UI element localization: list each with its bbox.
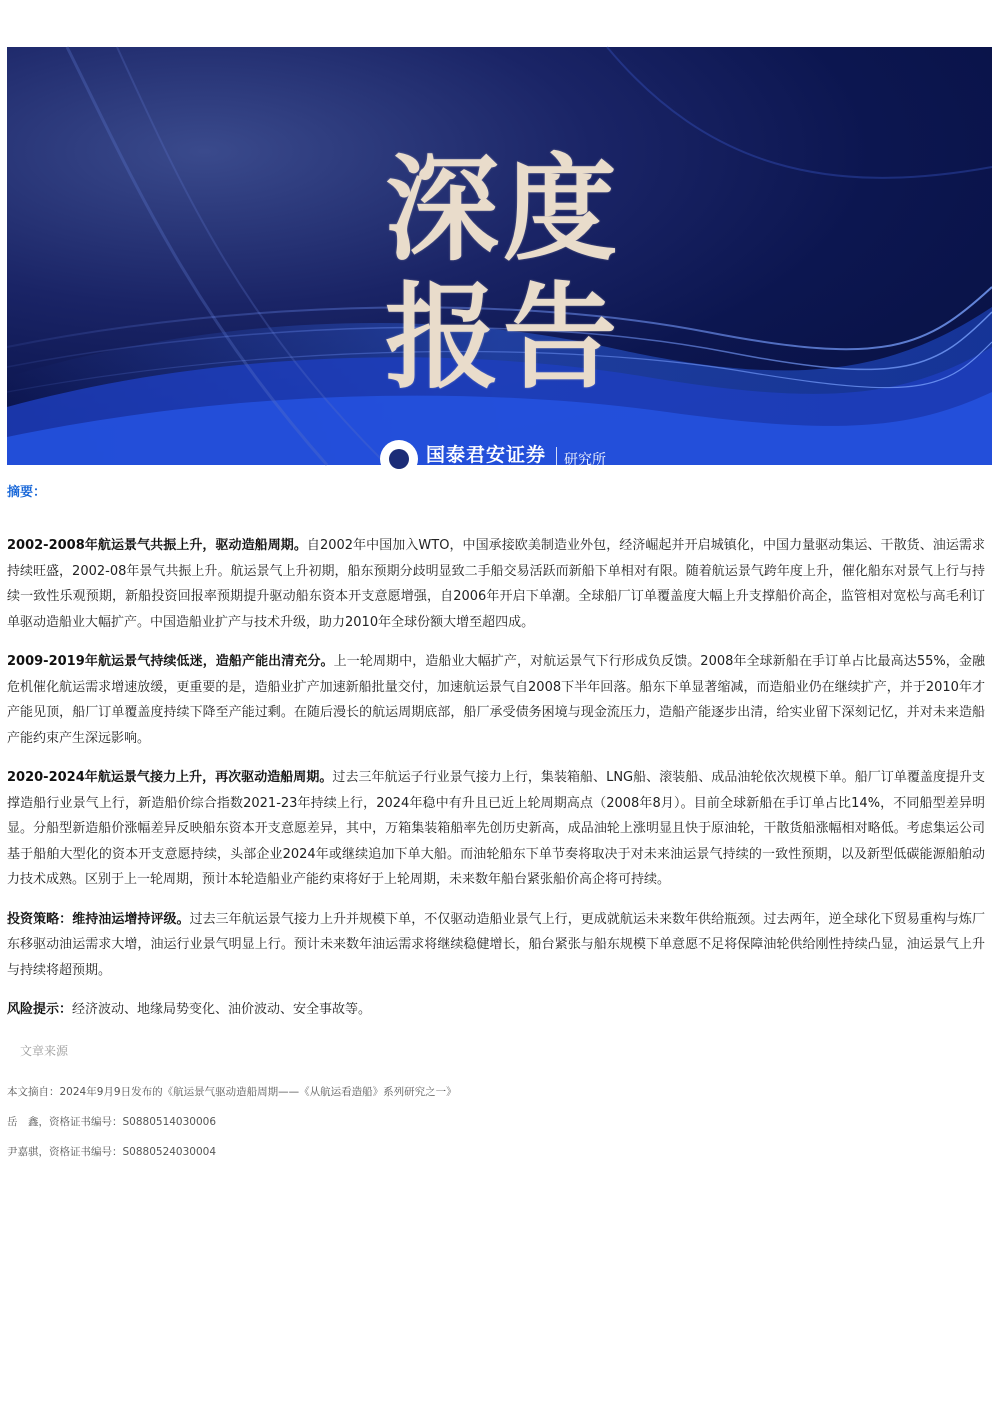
author-2: 尹嘉骐，资格证书编号：S0880524030004	[7, 1145, 217, 1158]
banner-title-line2: 报告	[385, 270, 622, 404]
report-banner	[7, 47, 992, 474]
paragraph-body: 经济波动、地缘局势变化、油价波动、安全事故等。	[72, 1002, 372, 1017]
paragraph-heading: 2002-2008年航运景气共振上升，驱动造船周期。	[7, 538, 307, 553]
brand-lockup	[380, 439, 606, 479]
paragraph-body: 过去三年航运子行业景气接力上行，集装箱船、LNG船、滚装船、成品油轮依次规模下单。船厂订单覆盖度提升支撑造船行业景气上行，新造船价综合指数2021-23年持续上行，2024年稳中有升且已近上轮周期高点（2008年8月）。目前全球新船在手订单占比14%，不同船型差异明显。分船型新造船价涨幅差异反映船东资本开支意愿差异，其中，万箱集装箱船率先创历史新高，成品油轮上涨明显且快于原油轮，干散货船涨幅相对略低。考虑集运公司基于船舶大型化的资本开支意愿持续，头部企业2024年或继续追加下单大船。而油轮船东下单节奏将取决于对未来油运景气持续的一致性预期，以及新型低碳能源船舶动力技术成熟。区别于上一轮周期，预计本轮造船业产能约束将好于上轮周期，未来数年船台紧张船价高企将可持续。	[7, 770, 985, 887]
paragraph-2	[7, 649, 985, 751]
risk-warning	[7, 997, 985, 1023]
article-content	[7, 482, 985, 1160]
brand-name-cn: 国泰君安证券	[426, 443, 547, 466]
paragraph-heading: 投资策略：维持油运增持评级。	[7, 911, 190, 927]
paragraph-heading: 风险提示：	[7, 1002, 73, 1017]
article-source-link[interactable]: 文章来源	[20, 1043, 69, 1058]
brand-institute: 研究所	[564, 452, 607, 468]
brand-name-en: GUOTAI JUNAN SECURITIES	[426, 465, 533, 474]
banner-title	[385, 142, 635, 404]
brand-divider	[556, 447, 557, 471]
paragraph-heading: 2009-2019年航运景气持续低迷，造船产能出清充分。	[7, 654, 334, 669]
paragraph-body: 过去三年航运景气接力上升并规模下单，不仅驱动造船业景气上行，更成就航运未来数年供给瓶颈。过去两年，逆全球化下贸易重构与炼厂东移驱动油运需求大增，油运行业景气明显上行。预计未来数年油运需求将继续稳健增长，船台紧张与船东规模下单意愿不足将保障油轮供给刚性持续凸显，油运景气上升与持续将超预期。	[7, 911, 985, 978]
paragraph-body: 上一轮周期中，造船业大幅扩产，对航运景气下行形成负反馈。2008年全球新船在手订单占比最高达55%，金融危机催化航运需求增速放缓，更重要的是，造船业扩产加速新船批量交付，加速航运景气自2008下半年回落。船东下单显著缩减，而造船业仍在继续扩产，并于2010年才产能见顶，船厂订单覆盖度持续下降至产能过剩。在随后漫长的航运周期底部，船厂承受债务困境与现金流压力，造船产能逐步出清，给实业留下深刻记忆，并对未来造船产能约束产生深远影响。	[7, 654, 985, 746]
paragraph-1	[7, 533, 985, 635]
banner-title-line1: 深度	[385, 142, 622, 276]
investment-strategy	[7, 907, 985, 984]
excerpt-note: 本文摘自：2024年9月9日发布的《航运景气驱动造船周期——《从航运看造船》系列研究之一》	[7, 1085, 457, 1098]
author-1: 岳 鑫，资格证书编号：S0880514030006	[7, 1115, 217, 1128]
company-logo-icon	[380, 440, 418, 478]
paragraph-body: 自2002年中国加入WTO，中国承接欧美制造业外包，经济崛起并开启城镇化，中国力量驱动集运、干散货、油运需求持续旺盛，2002-08年景气共振上升。航运景气上升初期，船东预期分歧明显致二手船交易活跃而新船下单相对有限。随着航运景气跨年度上升，催化船东对景气上行与持续一致性乐观预期，新船投资回报率预期提升驱动船东资本开支意愿增强，自2006年开启下单潮。全球船厂订单覆盖度大幅上升支撑船价高企，监管相对宽松与高毛利订单驱动造船业大幅扩产。中国造船业扩产与技术升级，助力2010年全球份额大增至超四成。	[7, 538, 985, 630]
paragraph-heading: 2020-2024年航运景气接力上升，再次驱动造船周期。	[7, 770, 333, 785]
paragraph-3	[7, 765, 985, 893]
abstract-label: 摘要：	[7, 485, 47, 500]
